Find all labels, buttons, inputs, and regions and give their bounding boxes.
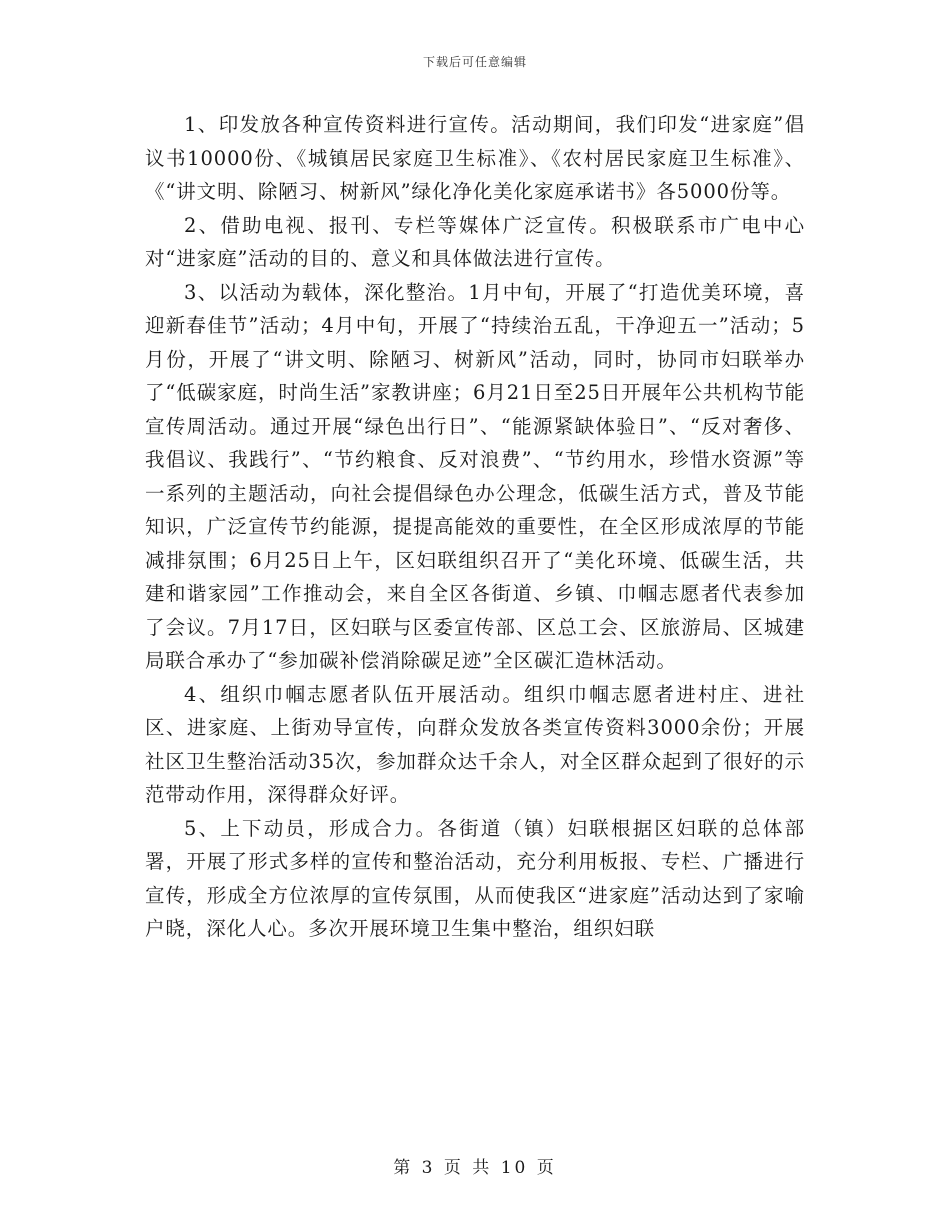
paragraph-5: 5、上下动员，形成合力。各街道（镇）妇联根据区妇联的总体部署，开展了形式多样的宣传和整治活动，充分利用板报、专栏、广播进行宣传，形成全方位浓厚的宣传氛围，从而使我区“进家庭”活动达到了家喻户晓，深化人心。多次开展环境卫生集中整治，组织妇联 [145, 816, 805, 940]
paragraph-4: 4、组织巾帼志愿者队伍开展活动。组织巾帼志愿者进村庄、进社区、进家庭、上街劝导宣传，向群众发放各类宣传资料3000余份；开展社区卫生整治活动35次，参加群众达千余人，对全区群众起到了很好的示范带动作用，深得群众好评。 [145, 682, 805, 806]
paragraph-1: 1、印发放各种宣传资料进行宣传。活动期间，我们印发“进家庭”倡议书10000份、《城镇居民家庭卫生标准》、《农村居民家庭卫生标准》、《“讲文明、除陋习、树新风”绿化净化美化家庭承诺书》各5000份等。 [145, 113, 805, 203]
document-body [145, 108, 805, 946]
page-number: 第 3 页 共 10 页 [393, 1158, 557, 1178]
paragraph-3: 3、以活动为载体，深化整治。1月中旬，开展了“打造优美环境，喜迎新春佳节”活动；4月中旬，开展了“持续治五乱，干净迎五一”活动；5月份，开展了“讲文明、除陋习、树新风”活动，同时，协同市妇联举办了“低碳家庭，时尚生活”家教讲座；6月21日至25日开展年公共机构节能宣传周活动。通过开展“绿色出行日”、“能源紧缺体验日”、“反对奢侈、我倡议、我践行”、“节约粮食、反对浪费”、“节约用水，珍惜水资源”等一系列的主题活动，向社会提倡绿色办公理念，低碳生活方式，普及节能知识，广泛宣传节约能源，提提高能效的重要性，在全区形成浓厚的节能减排氛围；6月25日上午，区妇联组织召开了“美化环境、低碳生活，共建和谐家园”工作推动会，来自全区各街道、乡镇、巾帼志愿者代表参加了会议。7月17日，区妇联与区委宣传部、区总工会、区旅游局、区城建局联合承办了“参加碳补偿消除碳足迹”全区碳汇造林活动。 [145, 280, 805, 672]
page-header-note: 下载后可任意编辑 [422, 55, 527, 69]
paragraph-2: 2、借助电视、报刊、专栏等媒体广泛宣传。积极联系市广电中心对“进家庭”活动的目的、意义和具体做法进行宣传。 [145, 213, 805, 270]
